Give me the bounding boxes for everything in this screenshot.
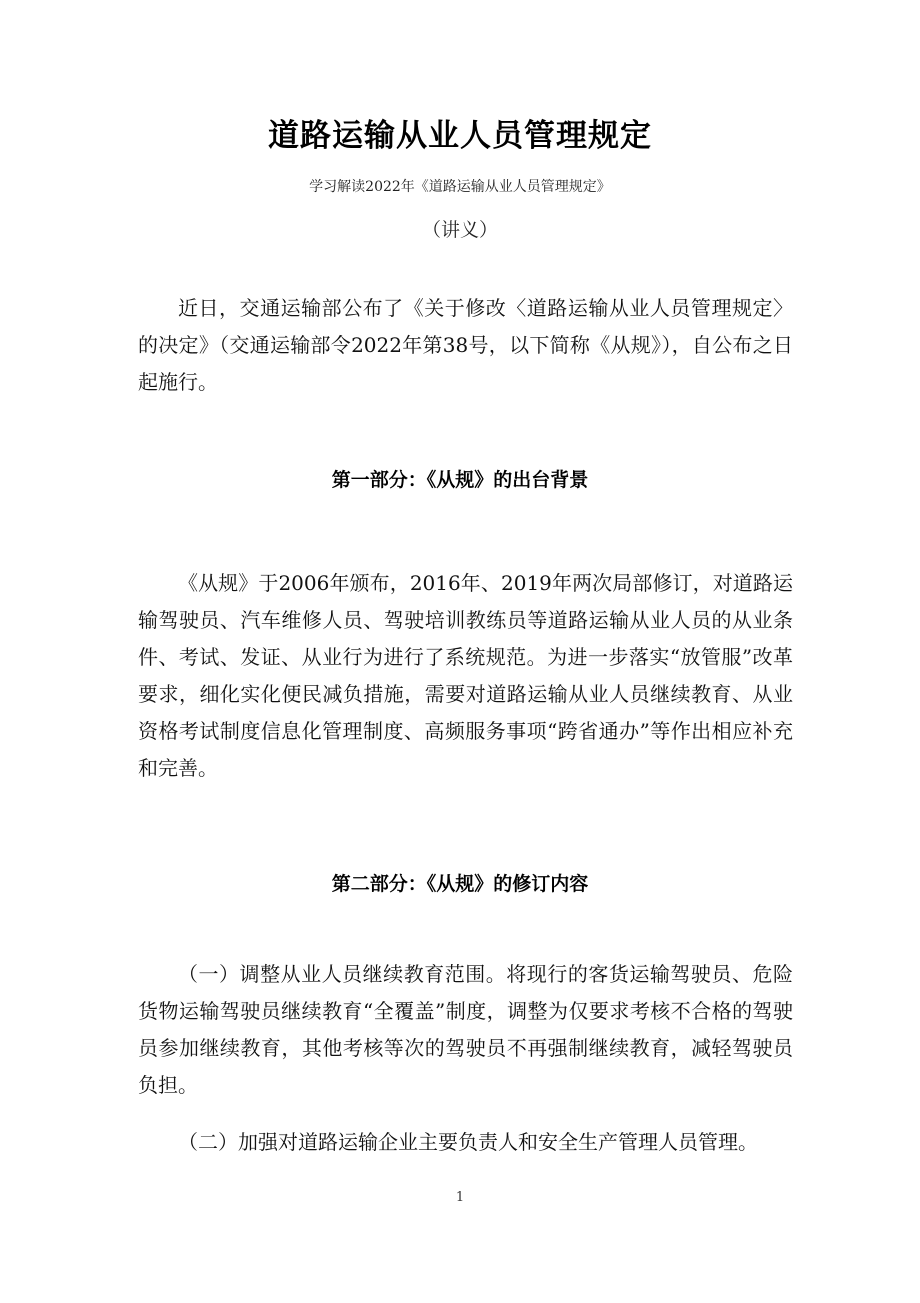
section-heading-background: 第一部分：《从规》的出台背景 xyxy=(331,469,589,491)
revision-item-2: （二）加强对道路运输企业主要负责人和安全生产管理人员管理。 xyxy=(178,1130,758,1154)
background-paragraph: 《从规》于2006年颁布，2016年、2019年两次局部修订，对道路运输驾驶员、汽车维修人员、驾驶培训教练员等道路运输从业人员的从业条件、考试、发证、从业行为进行了系统规范。为进一步落实“放管服”改革要求，细化实化便民减负措施，需要对道路运输从业人员继续教育、从业资格考试制度信息化管理制度、高频服务事项“跨省通办”等作出相应补充和完善。 xyxy=(138,571,793,780)
document-title: 道路运输从业人员管理规定 xyxy=(268,118,652,154)
intro-paragraph: 近日，交通运输部公布了《关于修改〈道路运输从业人员管理规定〉的决定》（交通运输部令2022年第38号，以下简称《从规》），自公布之日起施行。 xyxy=(138,296,793,394)
lecture-label: （讲义） xyxy=(421,219,498,241)
section-heading-revisions: 第二部分：《从规》的修订内容 xyxy=(331,873,589,895)
document-subtitle: 学习解读2022年《道路运输从业人员管理规定》 xyxy=(309,179,611,195)
revision-item-1: （一）调整从业人员继续教育范围。将现行的客货运输驾驶员、危险货物运输驾驶员继续教育“全覆盖”制度，调整为仅要求考核不合格的驾驶员参加继续教育，其他考核等次的驾驶员不再强制继续教育，减轻驾驶员负担。 xyxy=(138,962,793,1097)
page-number: 1 xyxy=(455,1190,465,1205)
